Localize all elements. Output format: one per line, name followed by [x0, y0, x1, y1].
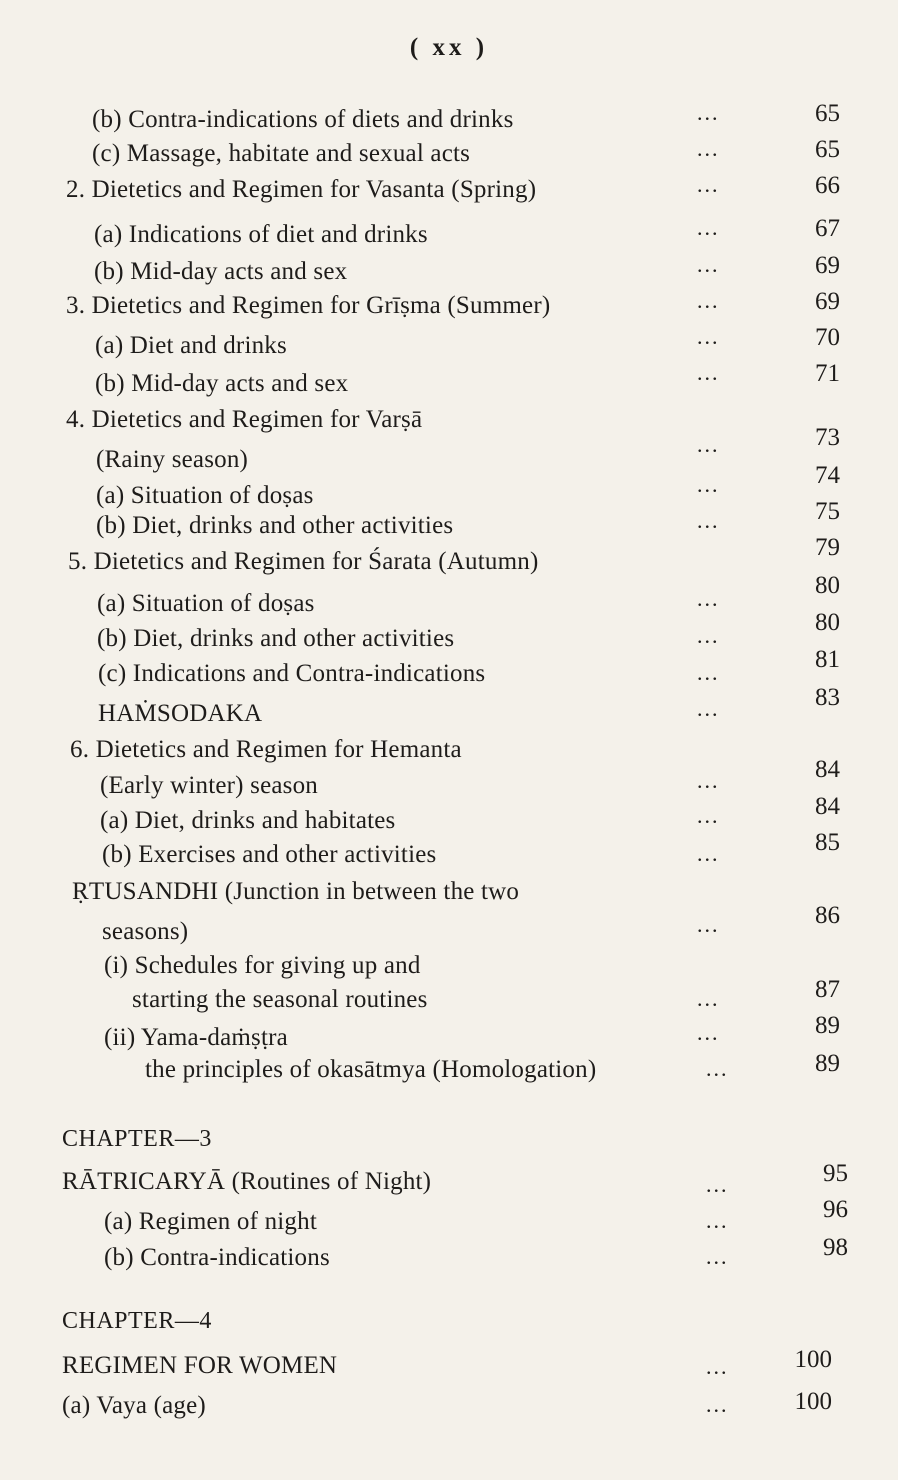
entry-title: ṚTUSANDHI (Junction in between the two	[72, 878, 520, 905]
leader-dots: ...	[697, 215, 720, 240]
toc-entry	[0, 288, 898, 322]
toc-entry	[0, 324, 898, 358]
toc-entry	[0, 609, 898, 652]
leader-dots: ...	[697, 172, 720, 197]
leader-dots: ...	[697, 586, 720, 611]
leader-dots: ...	[706, 1056, 729, 1081]
page-number: 85	[815, 829, 840, 856]
leader-dots: ...	[697, 136, 720, 161]
entry-title: 2. Dietetics and Regimen for Vasanta (Spring)	[66, 176, 537, 203]
leader-dots: ...	[697, 432, 720, 457]
page-number: 71	[815, 360, 840, 387]
page-number: 69	[815, 288, 840, 315]
toc-entry	[0, 215, 898, 249]
chapter-heading	[0, 1126, 898, 1160]
entry-title: (b) Diet, drinks and other activities	[97, 625, 455, 652]
page-number: 79	[815, 534, 840, 561]
entry-title: (b) Exercises and other activities	[102, 841, 437, 868]
leader-dots: ...	[697, 288, 720, 313]
leader-dots: ...	[697, 986, 720, 1011]
page-number: 81	[815, 646, 840, 673]
leader-dots: ...	[706, 1392, 729, 1417]
leader-dots: ...	[697, 1020, 720, 1045]
leader-dots: ...	[706, 1244, 729, 1269]
page-number: 96	[823, 1196, 848, 1223]
toc-entry	[0, 172, 898, 206]
entry-title: starting the seasonal routines	[132, 986, 428, 1013]
page-number: 73	[815, 424, 840, 451]
entry-title: 6. Dietetics and Regimen for Hemanta	[70, 736, 462, 763]
toc-entry	[0, 1388, 898, 1422]
page-number: 98	[823, 1234, 848, 1261]
toc-entry	[0, 684, 898, 727]
page-number: 80	[815, 609, 840, 636]
entry-title: (Rainy season)	[96, 446, 249, 473]
page-number: 86	[815, 902, 840, 929]
page-number: 89	[815, 1012, 840, 1039]
entry-title: (a) Diet, drinks and habitates	[100, 807, 396, 834]
toc-entry	[0, 1196, 898, 1235]
entry-title: 3. Dietetics and Regimen for Grīṣma (Summer)	[66, 292, 551, 319]
page-header: ( xx )	[409, 34, 489, 61]
toc-entry	[0, 136, 898, 170]
page-number: 75	[815, 498, 840, 525]
entry-title: (a) Situation of doṣas	[97, 590, 315, 617]
toc-entry	[0, 646, 898, 687]
entry-title: (b) Contra-indications of diets and drinks	[92, 106, 514, 133]
page-number: 80	[815, 572, 840, 599]
toc-entry	[0, 424, 898, 473]
leader-dots: ...	[697, 696, 720, 721]
toc-entry	[0, 252, 898, 286]
leader-dots: ...	[697, 100, 720, 125]
leader-dots: ...	[697, 660, 720, 685]
entry-title: (a) Situation of doṣas	[96, 482, 314, 509]
chapter-title: CHAPTER—4	[62, 1308, 212, 1334]
leader-dots: ...	[697, 252, 720, 277]
leader-dots: ...	[706, 1208, 729, 1233]
entry-title: seasons)	[102, 918, 189, 945]
entry-title: (b) Diet, drinks and other activities	[96, 512, 454, 539]
toc-entry	[0, 462, 898, 509]
entry-title: (ii) Yama-daṁṣṭra	[104, 1024, 288, 1051]
entry-title: (a) Vaya (age)	[62, 1392, 206, 1419]
entry-title: (a) Diet and drinks	[95, 332, 287, 359]
page-number: 83	[815, 684, 840, 711]
entry-title: (b) Mid-day acts and sex	[94, 258, 348, 285]
entry-title: (i) Schedules for giving up and	[104, 952, 421, 979]
toc-entry	[0, 572, 898, 617]
entry-title: the principles of okasātmya (Homologation)	[145, 1056, 597, 1083]
chapter-heading	[0, 1308, 898, 1342]
page-number: 84	[815, 756, 840, 783]
toc-entry	[0, 498, 898, 539]
leader-dots: ...	[697, 768, 720, 793]
entry-title: HAṀSODAKA	[98, 700, 263, 727]
toc-entry	[0, 1346, 898, 1380]
toc-entry	[0, 1234, 898, 1271]
page-number: 100	[794, 1346, 832, 1373]
toc-entry	[0, 360, 898, 397]
entry-title: (Early winter) season	[100, 772, 319, 799]
page-number: 89	[815, 1050, 840, 1077]
page-number: 67	[815, 215, 840, 242]
page-number: 100	[794, 1388, 832, 1415]
entry-title: (c) Massage, habitate and sexual acts	[92, 140, 471, 167]
leader-dots: ...	[697, 912, 720, 937]
chapter-title: CHAPTER—3	[62, 1126, 212, 1152]
entry-title: (b) Contra-indications	[104, 1244, 330, 1271]
leader-dots: ...	[697, 360, 720, 385]
toc-entry	[0, 100, 898, 134]
page-number: 95	[823, 1160, 848, 1187]
page-number: 65	[815, 100, 840, 127]
toc-entry	[0, 534, 898, 575]
entry-title: (a) Indications of diet and drinks	[94, 221, 428, 248]
page-number: 66	[815, 172, 840, 199]
entry-title: (b) Mid-day acts and sex	[95, 370, 349, 397]
page-number: 69	[815, 252, 840, 279]
leader-dots: ...	[697, 623, 720, 648]
page-number: 65	[815, 136, 840, 163]
leader-dots: ...	[697, 508, 720, 533]
entry-title: (c) Indications and Contra-indications	[98, 660, 486, 687]
entry-title: (a) Regimen of night	[104, 1208, 317, 1235]
entry-title: RĀTRICARYĀ (Routines of Night)	[62, 1168, 432, 1195]
toc-entry	[0, 1012, 898, 1051]
leader-dots: ...	[697, 324, 720, 349]
page-number: 74	[815, 462, 840, 489]
toc-entry	[0, 902, 898, 945]
toc-entry	[0, 829, 898, 868]
toc-entry	[0, 793, 898, 834]
page-number: 87	[815, 976, 840, 1003]
toc-entry	[0, 1160, 898, 1197]
leader-dots: ...	[697, 841, 720, 866]
leader-dots: ...	[706, 1172, 729, 1197]
leader-dots: ...	[697, 803, 720, 828]
toc-entry	[0, 756, 898, 799]
entry-title: 4. Dietetics and Regimen for Varṣā	[66, 406, 423, 433]
entry-title: REGIMEN FOR WOMEN	[62, 1352, 338, 1379]
leader-dots: ...	[697, 472, 720, 497]
page-number: 84	[815, 793, 840, 820]
toc-entry	[0, 976, 898, 1013]
leader-dots: ...	[706, 1354, 729, 1379]
toc-entry	[0, 1050, 898, 1084]
page-number: 70	[815, 324, 840, 351]
entry-title: 5. Dietetics and Regimen for Śarata (Autumn)	[68, 548, 539, 575]
